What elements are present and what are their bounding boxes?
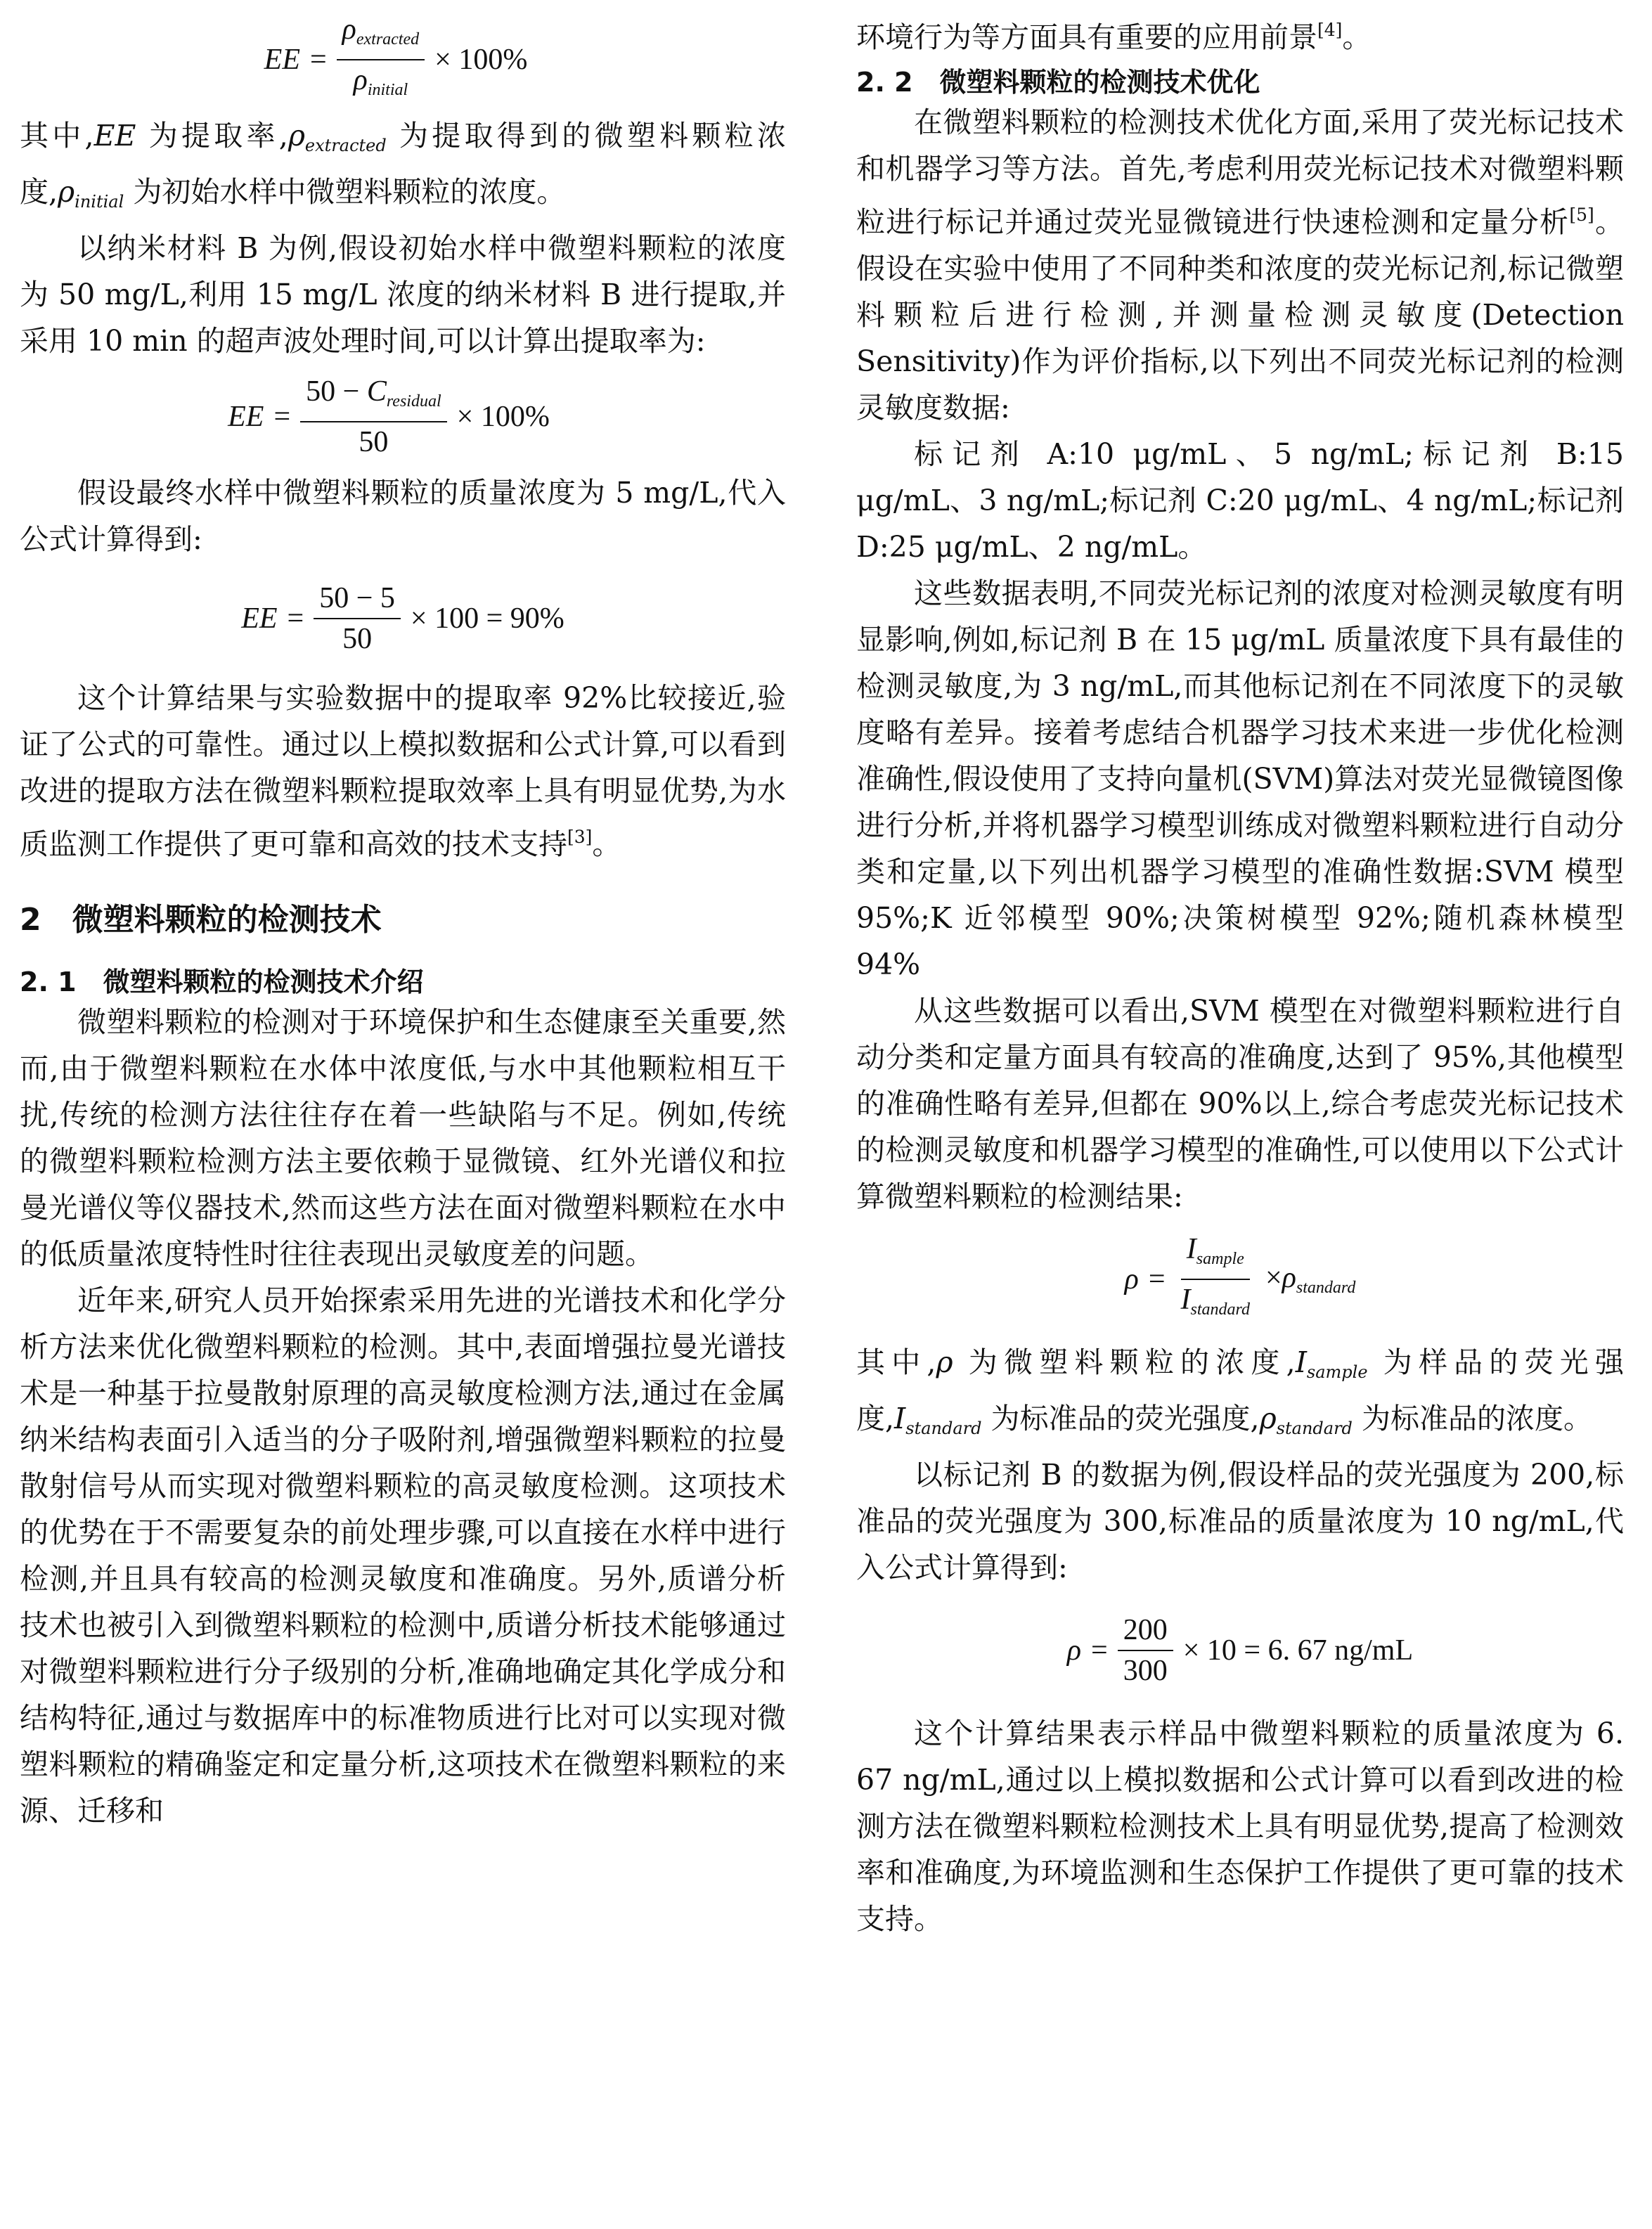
fraction-denominator: 300 [1123, 1655, 1168, 1687]
text: 50 − [306, 375, 360, 408]
fraction-numerator: 200 [1118, 1610, 1173, 1651]
text: 为提取率, [136, 119, 288, 153]
equals-sign: = [1091, 1634, 1108, 1667]
fraction-denominator [348, 60, 414, 110]
fraction-denominator: 50 [359, 426, 389, 458]
fraction [1175, 1229, 1256, 1329]
formula-rhs: × 10 = 6. 67 ng/mL [1182, 1634, 1414, 1667]
formula-rhs: × 100% [434, 44, 528, 76]
paragraph-advanced-methods: 近年来,研究人员开始探索采用先进的光谱技术和化学分析方法来优化微塑料颗粒的检测。其中,表面增强拉曼光谱技术是一种基于拉曼散射原理的高灵敏度检测方法,通过在金属纳米结构表面引入适当的分子吸附剂,增强微塑料颗粒的拉曼散射信号从而实现对微塑料颗粒的高灵敏度检测。这项技术的优势在于不需要复杂的前处理步骤,可以直接在水样中进行检测,并且具有较高的检测灵敏度和准确度。另外,质谱分析技术也被引入到微塑料颗粒的检测中,质谱分析技术能够通过对微塑料颗粒进行分子级别的分析,准确地确定其化学成分和结构特征,通过与数据库中的标准物质进行比对可以实现对微塑料颗粒的精确鉴定和定量分析,这项技术在微塑料颗粒的来源、迁移和 [20, 1284, 786, 1828]
symbol: ρ [1282, 1262, 1296, 1294]
subscript: sample [1196, 1250, 1244, 1268]
rho-symbol: ρ [353, 64, 368, 96]
subsection-heading: 2. 1 微塑料颗粒的检测技术介绍 [20, 967, 424, 997]
formula-rhs [1265, 1261, 1355, 1298]
formula-rhs: × 100 = 90% [410, 602, 564, 635]
formula-lhs: EE [264, 44, 300, 76]
text: 为标准品的浓度。 [1352, 1402, 1592, 1435]
text: 在微塑料颗粒的检测技术优化方面,采用了荧光标记技术和机器学习等方法。首先,考虑利用荧光标记技术对微塑料颗粒进行标记并通过荧光显微镜进行快速检测和定量分析 [856, 105, 1624, 239]
fraction-numerator: 50 − 5 [314, 579, 401, 619]
formula-extraction-rate [6, 7, 786, 112]
paragraph-optimization [856, 99, 1624, 431]
paragraph-continuation [856, 7, 1624, 60]
paragraph-symbol-definitions [20, 112, 786, 225]
text: 为提取得到的微塑料颗粒浓度, [20, 119, 786, 209]
text: 其中, [856, 1345, 936, 1379]
paragraph-data-analysis: 这些数据表明,不同荧光标记剂的浓度对检测灵敏度有明显影响,例如,标记剂 B 在 15 μg/mL 质量浓度下具有最佳的检测灵敏度,为 3 ng/mL,而其他标记剂在不同浓度下的灵敏度略有差异。接着考虑结合机器学习技术来进一步优化检测准确性,假设使用了支持向量机(SVM)算法对荧光显微镜图像进行分析,并将机器学习模型训练成对微塑料颗粒进行自动分类和定量,以下列出机器学习模型的准确性数据:SVM 模型 95%;K 近邻模型 90%;决策树模型 92%;随机森林模型 94% [856, 576, 1624, 981]
times-sign: × [1265, 1262, 1282, 1294]
citation: [4] [1317, 20, 1343, 40]
formula-lhs: EE [241, 602, 278, 635]
subscript: initial [75, 192, 124, 212]
subscript: sample [1306, 1362, 1368, 1382]
subscript: standard [1190, 1300, 1250, 1319]
text: 为样品的荧光强度, [856, 1345, 1624, 1435]
paragraph-model-comparison: 从这些数据可以看出,SVM 模型在对微塑料颗粒进行自动分类和定量方面具有较高的准确度,达到了 95%,其他模型的准确性略有差异,但都在 90%以上,综合考虑荧光标记技术的检测灵敏度和机器学习模型的准确性,可以使用以下公式计算微塑料颗粒的检测结果: [856, 994, 1624, 1213]
right-column [856, 0, 1624, 2229]
subscript: initial [367, 81, 408, 99]
paragraph-final-concentration: 假设最终水样中微塑料颗粒的质量浓度为 5 mg/L,代入公式计算得到: [20, 476, 786, 556]
text: 这个计算结果与实验数据中的提取率 92%比较接近,验证了公式的可靠性。通过以上模拟数据和公式计算,可以看到改进的提取方法在微塑料颗粒提取效率上具有明显优势,为水质监测工作提供了更可靠和高效的技术支持 [20, 681, 786, 861]
formula-calculation [20, 562, 786, 675]
rho-symbol: ρ [342, 13, 356, 46]
text: 其中, [20, 119, 94, 153]
symbol: ρ [1259, 1402, 1277, 1435]
text: 。 [1342, 20, 1372, 54]
symbol: C [366, 375, 387, 408]
equals-sign: = [287, 602, 304, 635]
paragraph-result-discussion [20, 675, 786, 867]
text: 为微塑料颗粒的浓度, [953, 1345, 1296, 1379]
formula-concentration [856, 1220, 1624, 1339]
equals-sign: = [309, 44, 327, 76]
equals-sign: = [1148, 1263, 1166, 1296]
paragraph-marker-data: 标记剂 A:10 μg/mL、5 ng/mL;标记剂 B:15 μg/mL、3 ng/mL;标记剂 C:20 μg/mL、4 ng/mL;标记剂 D:25 μg/mL、2 ng/mL。 [856, 437, 1624, 564]
fraction [1118, 1610, 1173, 1691]
subscript: standard [1276, 1419, 1353, 1438]
text: 为标准品的荧光强度, [981, 1402, 1260, 1435]
subscript: extracted [356, 30, 420, 49]
fraction [337, 10, 425, 110]
subsection-heading: 2. 2 微塑料颗粒的检测技术优化 [856, 67, 1260, 98]
formula-result [856, 1591, 1624, 1710]
fraction [314, 579, 401, 659]
subscript: extracted [304, 136, 387, 155]
formula-rhs: × 100% [456, 401, 550, 433]
symbol: EE [93, 119, 136, 153]
symbol: I [1186, 1233, 1196, 1265]
symbol: I [1295, 1345, 1307, 1379]
formula-lhs: ρ [1124, 1263, 1139, 1296]
paragraph-example-nanomaterial: 以纳米材料 B 为例,假设初始水样中微塑料颗粒的浓度为 50 mg/L,利用 15 mg/L 浓度的纳米材料 B 进行提取,并采用 10 min 的超声波处理时间,可以计算出提取率为: [20, 231, 786, 358]
citation: [5] [1569, 205, 1594, 225]
paragraph-example-marker-b: 以标记剂 B 的数据为例,假设样品的荧光强度为 200,标准品的荧光强度为 300,标准品的质量浓度为 10 ng/mL,代入公式计算得到: [856, 1458, 1624, 1584]
fraction-numerator [1181, 1229, 1250, 1280]
symbol: ρ [288, 119, 305, 153]
symbol: ρ [936, 1345, 953, 1379]
fraction-denominator: 50 [342, 623, 373, 655]
symbol: I [894, 1402, 906, 1435]
text: 环境行为等方面具有重要的应用前景 [856, 20, 1317, 54]
subscript: standard [905, 1419, 982, 1438]
left-column [20, 0, 786, 2229]
fraction-numerator [300, 372, 446, 422]
text: 。假设在实验中使用了不同种类和浓度的荧光标记剂,标记微塑料颗粒后进行检测,并测量检测灵敏度(Detection Sensitivity)作为评价指标,以下列出不同荧光标记剂的检测灵敏度数据: [856, 205, 1624, 425]
formula-residual [0, 364, 786, 470]
symbol: ρ [58, 175, 75, 209]
subscript: standard [1296, 1279, 1356, 1297]
citation: [3] [567, 827, 593, 847]
text: 。 [592, 827, 621, 861]
subscript: residual [386, 392, 441, 411]
fraction-numerator [337, 10, 425, 60]
paragraph-conclusion: 这个计算结果表示样品中微塑料颗粒的质量浓度为 6. 67 ng/mL,通过以上模拟数据和公式计算可以看到改进的检测方法在微塑料颗粒检测技术上具有明显优势,提高了检测效率和准确度,为环境监测和生态保护工作提供了更可靠的技术支持。 [856, 1717, 1624, 1936]
fraction [300, 372, 446, 462]
equals-sign: = [273, 401, 291, 433]
text: 为初始水样中微塑料颗粒的浓度。 [124, 175, 566, 209]
formula-lhs: ρ [1066, 1634, 1082, 1667]
symbol: I [1180, 1284, 1191, 1316]
section-heading: 2 微塑料颗粒的检测技术 [20, 902, 382, 938]
fraction-denominator [1175, 1280, 1256, 1329]
paragraph-detection-intro: 微塑料颗粒的检测对于环境保护和生态健康至关重要,然而,由于微塑料颗粒在水体中浓度低,与水中其他颗粒相互干扰,传统的检测方法往往存在着一些缺陷与不足。例如,传统的微塑料颗粒检测方法主要依赖于显微镜、红外光谱仪和拉曼光谱仪等仪器技术,然而这些方法在面对微塑料颗粒在水中的低质量浓度特性时往往表现出灵敏度差的问题。 [20, 1005, 786, 1271]
paragraph-symbol-definitions-2 [856, 1339, 1624, 1452]
formula-lhs: EE [228, 401, 264, 433]
